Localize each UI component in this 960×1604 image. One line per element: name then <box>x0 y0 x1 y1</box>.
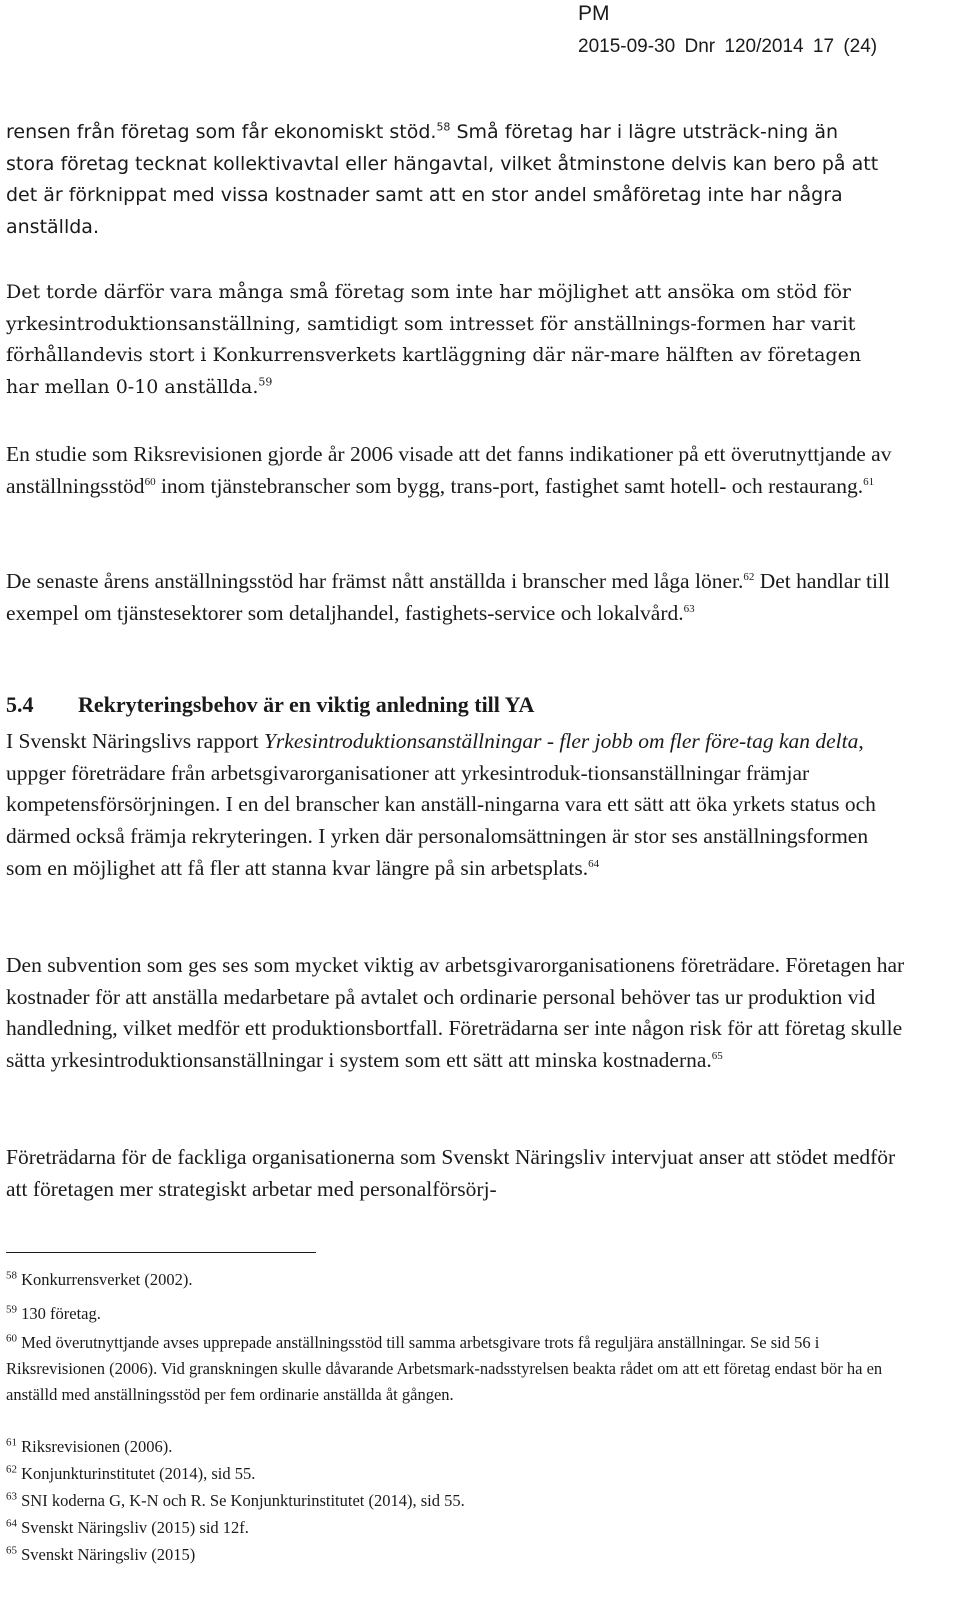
footnote-ref-65[interactable]: 65 <box>711 1049 723 1062</box>
paragraph-1-text-b: Små företag har i lägre utsträck-ning än stora företag tecknat kollektivavtal eller hängavtal, vilket åtminstone delvis kan bero på att det är förknippat med vissa kostnader samt att en stor andel småföretag inte har några anställda. <box>6 121 879 238</box>
paragraph-3 <box>6 439 906 502</box>
footnote-number: 60 <box>6 1332 17 1345</box>
paragraph-3-text-a: En studie som Riksrevisionen gjorde år 2006 visade att det fanns indikationer på ett överutnyttjande av anställningsstöd <box>6 442 892 498</box>
paragraph-4 <box>6 566 906 629</box>
paragraph-1 <box>6 117 886 243</box>
footnote-64 <box>6 1515 906 1541</box>
paragraph-4-text-a: De senaste årens anställningsstöd har främst nått anställda i branscher med låga löner. <box>6 569 744 593</box>
footnote-number: 63 <box>6 1490 17 1503</box>
footnote-ref-60[interactable]: 60 <box>144 475 156 488</box>
header-meta <box>578 36 938 58</box>
header-page-number: 17 (24) <box>812 36 878 57</box>
header-date: 2015-09-30 <box>578 36 676 57</box>
paragraph-7 <box>6 1142 906 1205</box>
footnote-text: Konkurrensverket (2002). <box>17 1270 193 1289</box>
paragraph-5-text-b: , uppger företrädare från arbetsgivarorganisationer att yrkesintroduk-tionsanställningar främjar kompetensförsörjningen. I en del branscher kan anställ-ningarna vara ett sätt att öka yrkets status och därmed också främja rekryteringen. I yrken där personalomsättningen är stor ses anställningsformen som en möjlighet att få fler att stanna kvar längre på sin arbetsplats. <box>6 729 876 880</box>
header-dnr: Dnr 120/2014 <box>684 36 804 57</box>
paragraph-3-text-b: inom tjänstebranscher som bygg, trans-port, fastighet samt hotell- och restaurang. <box>155 473 864 498</box>
section-number: 5.4 <box>6 692 34 717</box>
footnote-ref-61[interactable]: 61 <box>863 475 875 488</box>
paragraph-6-text: Den subvention som ges ses som mycket viktig av arbetsgivarorganisationens företrädare. Företagen har kostnader för att anställa medarbetare på avtalet och ordinarie personal behöver tas ur produktion vid handledning, vilket medför ett produktionsbortfall. Företrädarna ser inte någon risk för att företag skulle sätta yrkesintroduktionsanställningar i system som ett sätt att minska kostnaderna. <box>6 953 905 1073</box>
footnote-separator <box>6 1252 316 1253</box>
paragraph-1-text-a: rensen från företag som får ekonomiskt stöd. <box>6 121 437 143</box>
footnote-text: Svenskt Näringsliv (2015) <box>17 1545 196 1564</box>
paragraph-5 <box>6 726 906 885</box>
footnote-text: SNI koderna G, K-N och R. Se Konjunkturinstitutet (2014), sid 55. <box>17 1491 465 1510</box>
footnote-number: 62 <box>6 1463 17 1476</box>
footnote-59 <box>6 1301 906 1327</box>
paragraph-4-text-b: Det handlar till exempel om tjänstesektorer som detaljhandel, fastighets-service och lokalvård. <box>6 569 890 625</box>
footnote-number: 65 <box>6 1544 17 1557</box>
footnote-ref-59[interactable]: 59 <box>258 375 273 389</box>
report-title: Yrkesintroduktionsanställningar - fler jobb om fler före-tag kan delta <box>263 729 859 753</box>
section-title: Rekryteringsbehov är en viktig anledning till YA <box>78 692 535 717</box>
footnote-60 <box>6 1330 886 1408</box>
footnote-65 <box>6 1542 906 1568</box>
footnote-text: Riksrevisionen (2006). <box>17 1437 173 1456</box>
footnote-ref-63[interactable]: 63 <box>683 602 695 615</box>
footnote-number: 59 <box>6 1303 17 1316</box>
paragraph-2 <box>6 277 886 403</box>
footnote-number: 64 <box>6 1517 17 1530</box>
paragraph-7-text: Företrädarna för de fackliga organisationerna som Svenskt Näringsliv intervjuat anser att stödet medför att företagen mer strategiskt arbetar med personalförsörj- <box>6 1145 896 1201</box>
footnote-62 <box>6 1461 906 1487</box>
footnote-63 <box>6 1488 906 1514</box>
footnote-text: 130 företag. <box>17 1304 101 1323</box>
footnote-text: Svenskt Näringsliv (2015) sid 12f. <box>17 1518 249 1537</box>
footnote-61 <box>6 1434 906 1460</box>
paragraph-5-text-a: I Svenskt Näringslivs rapport <box>6 729 264 753</box>
footnote-text: Med överutnyttjande avses upprepade anställningsstöd till samma arbetsgivare trots få reguljära anställningar. Se sid 56 i Riksrevisionen (2006). Vid granskningen skulle dåvarande Arbetsmark-nadsstyrelsen beakta rådet om att ett företag endast bör ha en anställd med anställningsstöd per fem ordinarie anställda åt gången. <box>6 1333 883 1404</box>
footnote-58 <box>6 1267 906 1293</box>
paragraph-2-text: Det torde därför vara många små företag som inte har möjlighet att ansöka om stöd för yrkesintroduktionsanställning, samtidigt som intresset för anställnings-formen har varit förhållandevis stort i Konkurrensverkets kartläggning där när-mare hälften av företagen har mellan 0-10 anställda. <box>6 281 862 398</box>
footnote-text: Konjunkturinstitutet (2014), sid 55. <box>17 1464 256 1483</box>
footnote-ref-58[interactable]: 58 <box>436 120 451 134</box>
paragraph-6 <box>6 950 906 1077</box>
footnote-number: 61 <box>6 1436 17 1449</box>
footnote-ref-64[interactable]: 64 <box>588 857 600 870</box>
section-heading <box>6 692 534 718</box>
footnote-ref-62[interactable]: 62 <box>743 570 755 583</box>
footnote-number: 58 <box>6 1269 17 1282</box>
header-org: PM <box>578 2 610 25</box>
